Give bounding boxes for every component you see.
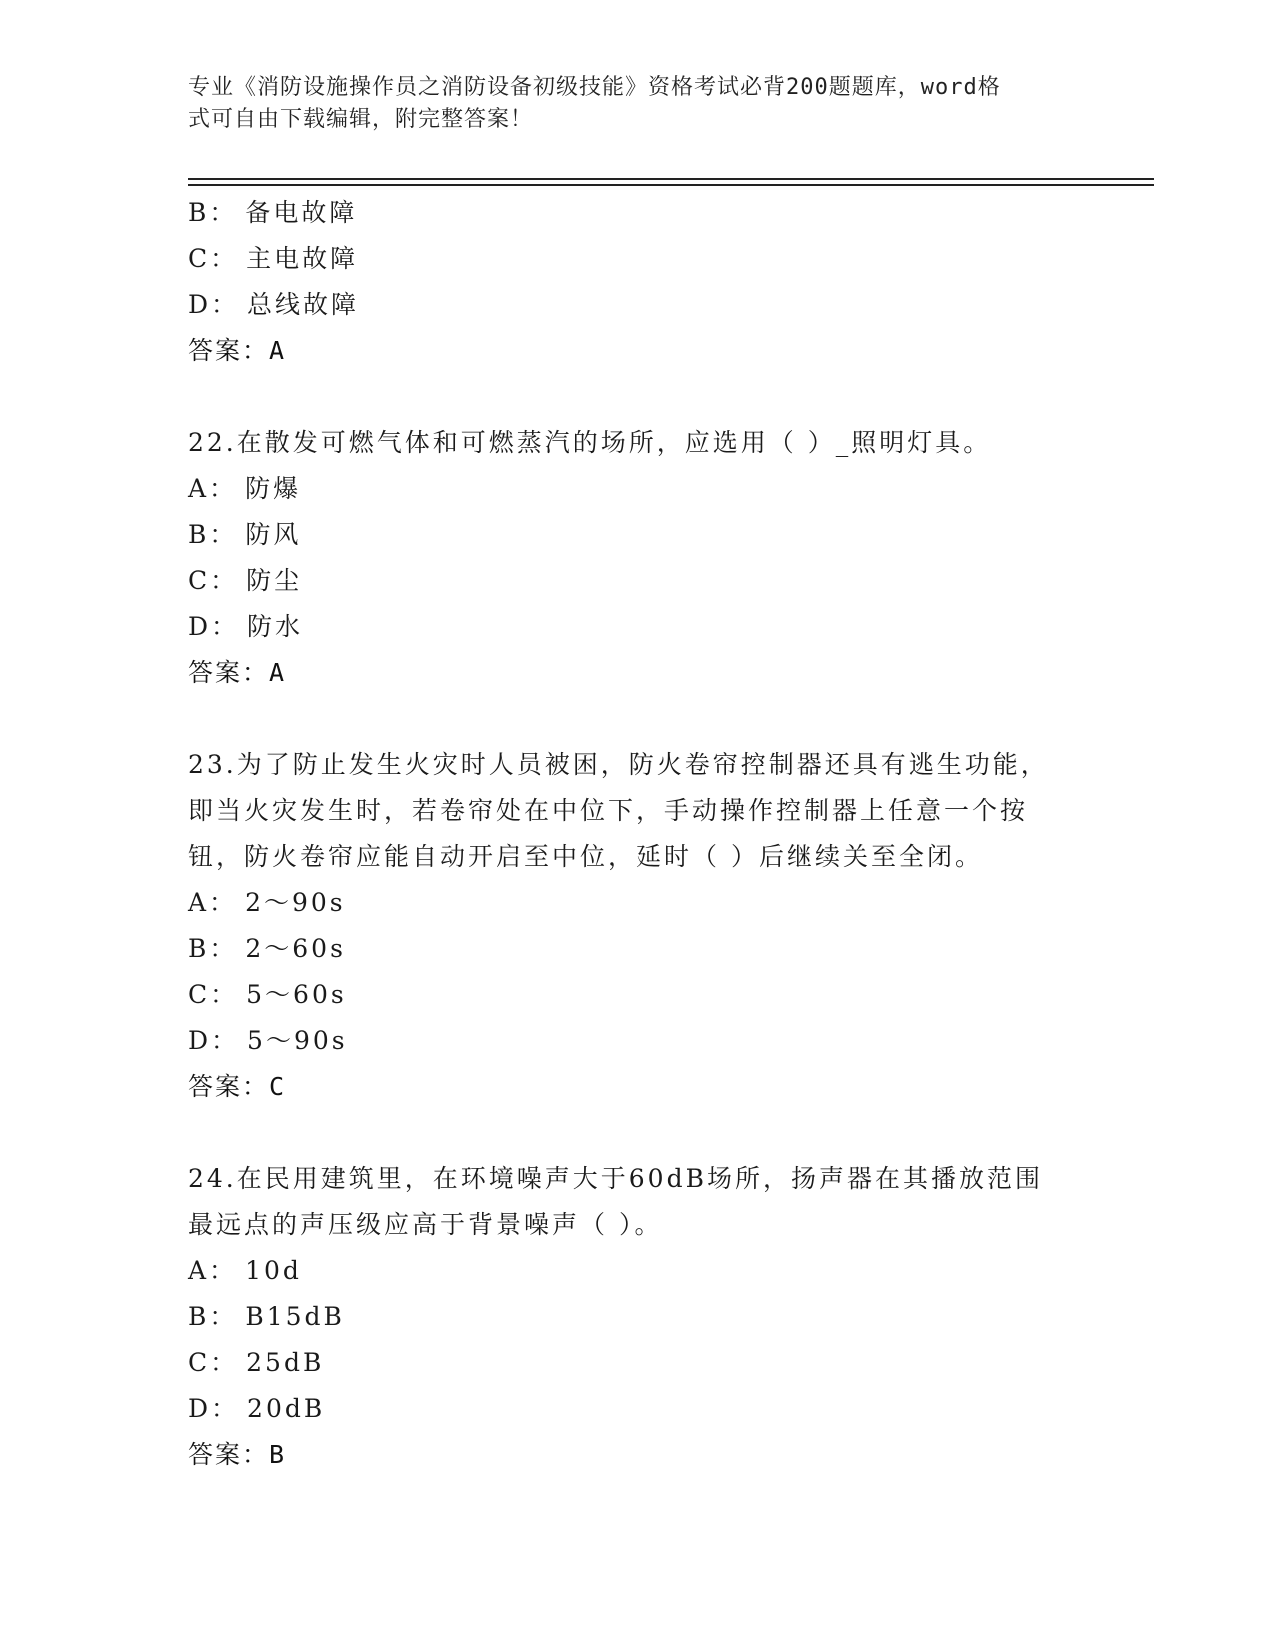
answer-line (188, 328, 1068, 374)
option-c (188, 972, 1068, 1018)
option-text: 防尘 (246, 566, 303, 595)
option-key: A： (188, 888, 238, 917)
answer-label: 答案： (188, 1072, 270, 1101)
option-key: C： (188, 980, 239, 1009)
header-divider-top (188, 178, 1154, 180)
option-text: 防爆 (245, 474, 302, 503)
option-key: D： (188, 1026, 240, 1055)
option-d (188, 282, 1068, 328)
option-key: C： (188, 244, 239, 273)
answer-line (188, 1432, 1068, 1478)
option-key: D： (188, 612, 240, 641)
option-text: 主电故障 (246, 244, 359, 273)
option-key: A： (188, 474, 238, 503)
answer-label: 答案： (188, 658, 270, 687)
option-text: 2～60s (245, 934, 346, 963)
option-text: 备电故障 (245, 198, 358, 227)
option-b (188, 512, 1068, 558)
option-key: B： (188, 520, 238, 549)
option-b (188, 926, 1068, 972)
spacer (188, 696, 1068, 742)
answer-line (188, 650, 1068, 696)
answer-line (188, 1064, 1068, 1110)
option-d (188, 604, 1068, 650)
question-text-line: 最远点的声压级应高于背景噪声（ ）。 (188, 1210, 663, 1239)
option-key: C： (188, 566, 239, 595)
option-text: 2～90s (245, 888, 346, 917)
answer-label: 答案： (188, 336, 270, 365)
question-23 (188, 742, 1068, 1110)
question-text-line: 23.为了防止发生火灾时人员被困，防火卷帘控制器还具有逃生功能， (188, 750, 1049, 779)
option-b (188, 1294, 1068, 1340)
option-b (188, 190, 1068, 236)
question-21-tail (188, 190, 1068, 374)
option-d (188, 1018, 1068, 1064)
option-text: 防风 (245, 520, 302, 549)
option-c (188, 558, 1068, 604)
header-line-2: 式可自由下载编辑，附完整答案！ (188, 107, 534, 132)
question-24 (188, 1156, 1068, 1478)
option-key: B： (188, 1302, 238, 1331)
spacer (188, 1110, 1068, 1156)
option-a (188, 466, 1068, 512)
option-a (188, 1248, 1068, 1294)
option-key: D： (188, 290, 240, 319)
question-text-line: 钮，防火卷帘应能自动开启至中位，延时（ ）后继续关至全闭。 (188, 842, 983, 871)
option-key: A： (188, 1256, 238, 1285)
option-text: 20dB (247, 1394, 326, 1423)
question-text-line: 22.在散发可燃气体和可燃蒸汽的场所，应选用（ ）_照明灯具。 (188, 428, 992, 457)
option-key: C： (188, 1348, 239, 1377)
header-line-1: 专业《消防设施操作员之消防设备初级技能》资格考试必背200题题库，word格 (188, 75, 1001, 100)
answer-value: B (269, 1440, 287, 1469)
option-text: 防水 (247, 612, 304, 641)
answer-value: C (269, 1072, 287, 1101)
answer-label: 答案： (188, 1440, 270, 1469)
option-c (188, 1340, 1068, 1386)
header-divider-bottom (188, 184, 1154, 186)
answer-value: A (269, 336, 287, 365)
option-text: 5～60s (246, 980, 347, 1009)
answer-value: A (269, 658, 287, 687)
option-text: 总线故障 (247, 290, 360, 319)
document-header (188, 72, 1068, 136)
option-d (188, 1386, 1068, 1432)
option-text: B15dB (245, 1302, 345, 1331)
option-c (188, 236, 1068, 282)
option-text: 25dB (246, 1348, 325, 1377)
option-a (188, 880, 1068, 926)
question-content (188, 190, 1068, 1478)
question-text-line: 24.在民用建筑里，在环境噪声大于60dB场所，扬声器在其播放范围 (188, 1164, 1043, 1193)
option-text: 5～90s (247, 1026, 348, 1055)
spacer (188, 374, 1068, 420)
option-key: D： (188, 1394, 240, 1423)
question-text-line: 即当火灾发生时，若卷帘处在中位下，手动操作控制器上任意一个按 (188, 796, 1029, 825)
option-key: B： (188, 198, 238, 227)
option-key: B： (188, 934, 238, 963)
option-text: 10d (245, 1256, 302, 1285)
question-22 (188, 420, 1068, 696)
